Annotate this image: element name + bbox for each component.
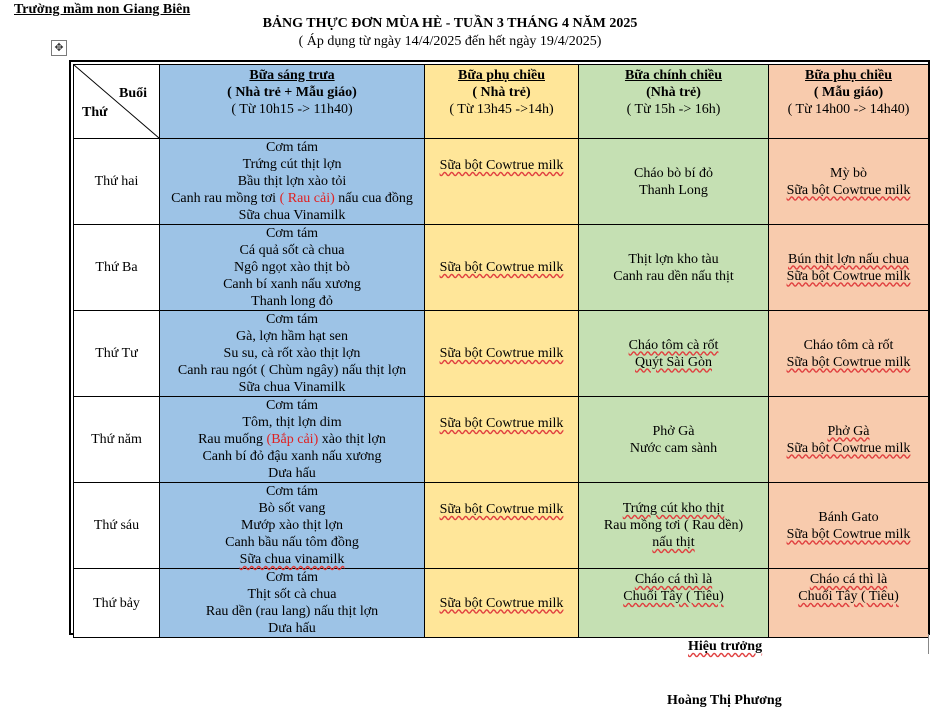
dish: Gà, lợn hầm hạt sen (236, 329, 348, 344)
day-cell: Thứ Tư (74, 311, 160, 397)
menu-title: BẢNG THỰC ĐƠN MÙA HÈ - TUẦN 3 THÁNG 4 NĂM 2025 (262, 16, 638, 31)
dish: Bún thịt lợn nấu chua (788, 251, 909, 267)
table-row (74, 569, 929, 638)
dish: Sữa chua Vinamilk (238, 380, 346, 395)
corner-cell (74, 65, 160, 139)
snack-nursery-cell (425, 569, 579, 638)
dish-highlight: (Bắp cải) (266, 432, 319, 447)
menu-subtitle: ( Áp dụng từ ngày 14/4/2025 đến hết ngày 19/4/2025) (298, 34, 602, 49)
breakfast-lunch-cell (160, 569, 425, 638)
dish: Rau dền (rau lang) nấu thịt lợn (205, 604, 379, 619)
col-header-breakfast-lunch (160, 65, 425, 139)
dish-part: Rau muống (198, 432, 267, 447)
day-cell: Thứ bảy (74, 569, 160, 638)
dish: Chuối Tây ( Tiêu) (798, 589, 899, 604)
dish: Sữa bột Cowtrue milk (786, 526, 911, 542)
dish: Sữa bột Cowtrue milk (786, 268, 911, 284)
dish: Bầu thịt lợn xào tỏi (237, 174, 347, 189)
main-afternoon-cell (579, 569, 769, 638)
dish-highlight: ( Rau cải) (279, 191, 335, 206)
col-group: ( Nhà trẻ + Mẫu giáo) (227, 85, 357, 100)
snack-nursery-cell (425, 139, 579, 225)
dish: Sữa bột Cowtrue milk (439, 416, 564, 431)
col-header-snack-nursery (425, 65, 579, 139)
dish: Cơm tám (265, 484, 319, 499)
dish: Canh rau dền nấu thịt (613, 268, 734, 284)
dish (163, 431, 421, 448)
dish: Cháo cá thì là (809, 572, 888, 587)
dish: Nước cam sành (629, 440, 718, 456)
menu-table (73, 64, 929, 638)
dish: Tôm, thịt lợn dim (242, 415, 342, 430)
day-cell: Thứ sáu (74, 483, 160, 569)
dish: Canh rau ngót ( Chùm ngây) nấu thịt lợn (177, 363, 407, 378)
dish: Cháo cá thì là (634, 572, 713, 587)
col-time: ( Từ 10h15 -> 11h40) (231, 102, 353, 117)
breakfast-lunch-cell (160, 225, 425, 311)
dish: Mỳ bò (830, 165, 867, 181)
dish: Canh bầu nấu tôm đồng (225, 535, 359, 550)
breakfast-lunch-cell (160, 139, 425, 225)
dish-part: Canh rau mồng tơi (171, 191, 280, 206)
breakfast-lunch-cell (160, 483, 425, 569)
dish: Dưa hấu (268, 466, 316, 481)
col-title: Bữa chính chiều (624, 68, 723, 83)
table-row (74, 311, 929, 397)
dish: Cơm tám (265, 398, 319, 413)
snack-kinder-cell (769, 569, 929, 638)
table-move-handle-icon[interactable]: ✥ (51, 40, 67, 56)
dish: Sữa bột Cowtrue milk (786, 182, 911, 198)
dish: Thịt lợn kho tàu (628, 251, 719, 267)
snack-nursery-cell (425, 397, 579, 483)
snack-nursery-cell (425, 225, 579, 311)
col-header-main-afternoon (579, 65, 769, 139)
dish-part: nấu cua đồng (334, 191, 413, 206)
table-row (74, 139, 929, 225)
dish: Sữa bột Cowtrue milk (439, 158, 564, 173)
dish: Quýt Sài Gòn (635, 354, 712, 370)
dish: Sữa chua Vinamilk (238, 208, 346, 223)
dish: Cơm tám (265, 570, 319, 585)
dish: Thịt sốt cà chua (247, 587, 337, 602)
dish: Rau mồng tơi ( Rau dền) (603, 518, 744, 533)
corner-label-buoi: Buổi (118, 86, 147, 101)
dish: Cơm tám (265, 312, 319, 327)
main-afternoon-cell (579, 225, 769, 311)
col-group: ( Mẫu giáo) (813, 85, 884, 100)
dish: Sữa bột Cowtrue milk (786, 354, 911, 370)
dish: Sữa chua vinamilk (239, 552, 345, 567)
main-afternoon-cell (579, 483, 769, 569)
dish: Canh bí xanh nấu xương (223, 277, 361, 292)
dish: Phở Gà (827, 423, 870, 439)
dish: Sữa bột Cowtrue milk (439, 260, 564, 275)
dish: Thanh Long (639, 182, 708, 198)
table-row (74, 225, 929, 311)
dish: Phở Gà (652, 423, 695, 439)
dish: Sữa bột Cowtrue milk (439, 502, 564, 517)
table-row (74, 483, 929, 569)
dish: Cơm tám (265, 140, 319, 155)
corner-label-thu: Thứ (82, 105, 108, 120)
snack-kinder-cell (769, 397, 929, 483)
school-name: Trường mầm non Giang Biên (14, 2, 191, 17)
col-title: Bữa phụ chiều (805, 68, 892, 83)
dish: Su su, cà rốt xào thịt lợn (223, 346, 361, 361)
main-afternoon-cell (579, 397, 769, 483)
day-cell: Thứ Ba (74, 225, 160, 311)
col-header-snack-kinder (769, 65, 929, 139)
dish: Bò sốt vang (258, 501, 326, 516)
dish: Canh bí đỏ đậu xanh nấu xương (202, 449, 382, 464)
dish: Thanh long đỏ (251, 294, 333, 309)
dish: Cơm tám (265, 226, 319, 241)
snack-kinder-cell (769, 225, 929, 311)
dish: Trứng cút thịt lợn (242, 157, 342, 172)
dish: Ngô ngọt xào thịt bò (234, 260, 350, 275)
col-group: ( Nhà trẻ) (472, 85, 531, 100)
snack-nursery-cell (425, 311, 579, 397)
dish: nấu thịt (652, 535, 695, 550)
day-cell: Thứ hai (74, 139, 160, 225)
dish: Mướp xào thịt lợn (240, 518, 344, 533)
snack-kinder-cell (769, 483, 929, 569)
dish: Dưa hấu (268, 621, 316, 636)
dish: Sữa bột Cowtrue milk (439, 346, 564, 361)
snack-nursery-cell (425, 483, 579, 569)
day-cell: Thứ năm (74, 397, 160, 483)
dish: Sữa bột Cowtrue milk (786, 440, 911, 456)
dish: Cá quả sốt cà chua (239, 243, 345, 258)
principal-name: Hoàng Thị Phương (667, 693, 782, 708)
breakfast-lunch-cell (160, 397, 425, 483)
dish: Cháo tôm cà rốt (803, 337, 894, 353)
menu-table-frame (69, 60, 930, 635)
col-title: Bữa phụ chiều (458, 68, 545, 83)
dish (163, 190, 421, 207)
page-edge-marker (928, 634, 935, 654)
dish: Cháo tôm cà rốt (628, 337, 719, 353)
dish: Bánh Gato (818, 509, 879, 525)
main-afternoon-cell (579, 311, 769, 397)
col-group: (Nhà trẻ) (646, 85, 701, 100)
dish: Trứng cút kho thịt (622, 501, 725, 516)
dish-part: xào thịt lợn (318, 432, 386, 447)
dish: Sữa bột Cowtrue milk (439, 595, 564, 611)
dish: Chuối Tây ( Tiêu) (623, 589, 724, 604)
col-time: ( Từ 14h00 -> 14h40) (787, 102, 910, 117)
header-row (74, 65, 929, 139)
main-afternoon-cell (579, 139, 769, 225)
col-time: ( Từ 13h45 ->14h) (449, 102, 554, 117)
snack-kinder-cell (769, 139, 929, 225)
principal-title: Hiệu trưởng (688, 639, 763, 654)
breakfast-lunch-cell (160, 311, 425, 397)
col-time: ( Từ 15h -> 16h) (626, 102, 721, 117)
table-row (74, 397, 929, 483)
dish: Cháo bò bí đỏ (634, 165, 713, 181)
col-title: Bữa sáng trưa (249, 68, 335, 83)
snack-kinder-cell (769, 311, 929, 397)
